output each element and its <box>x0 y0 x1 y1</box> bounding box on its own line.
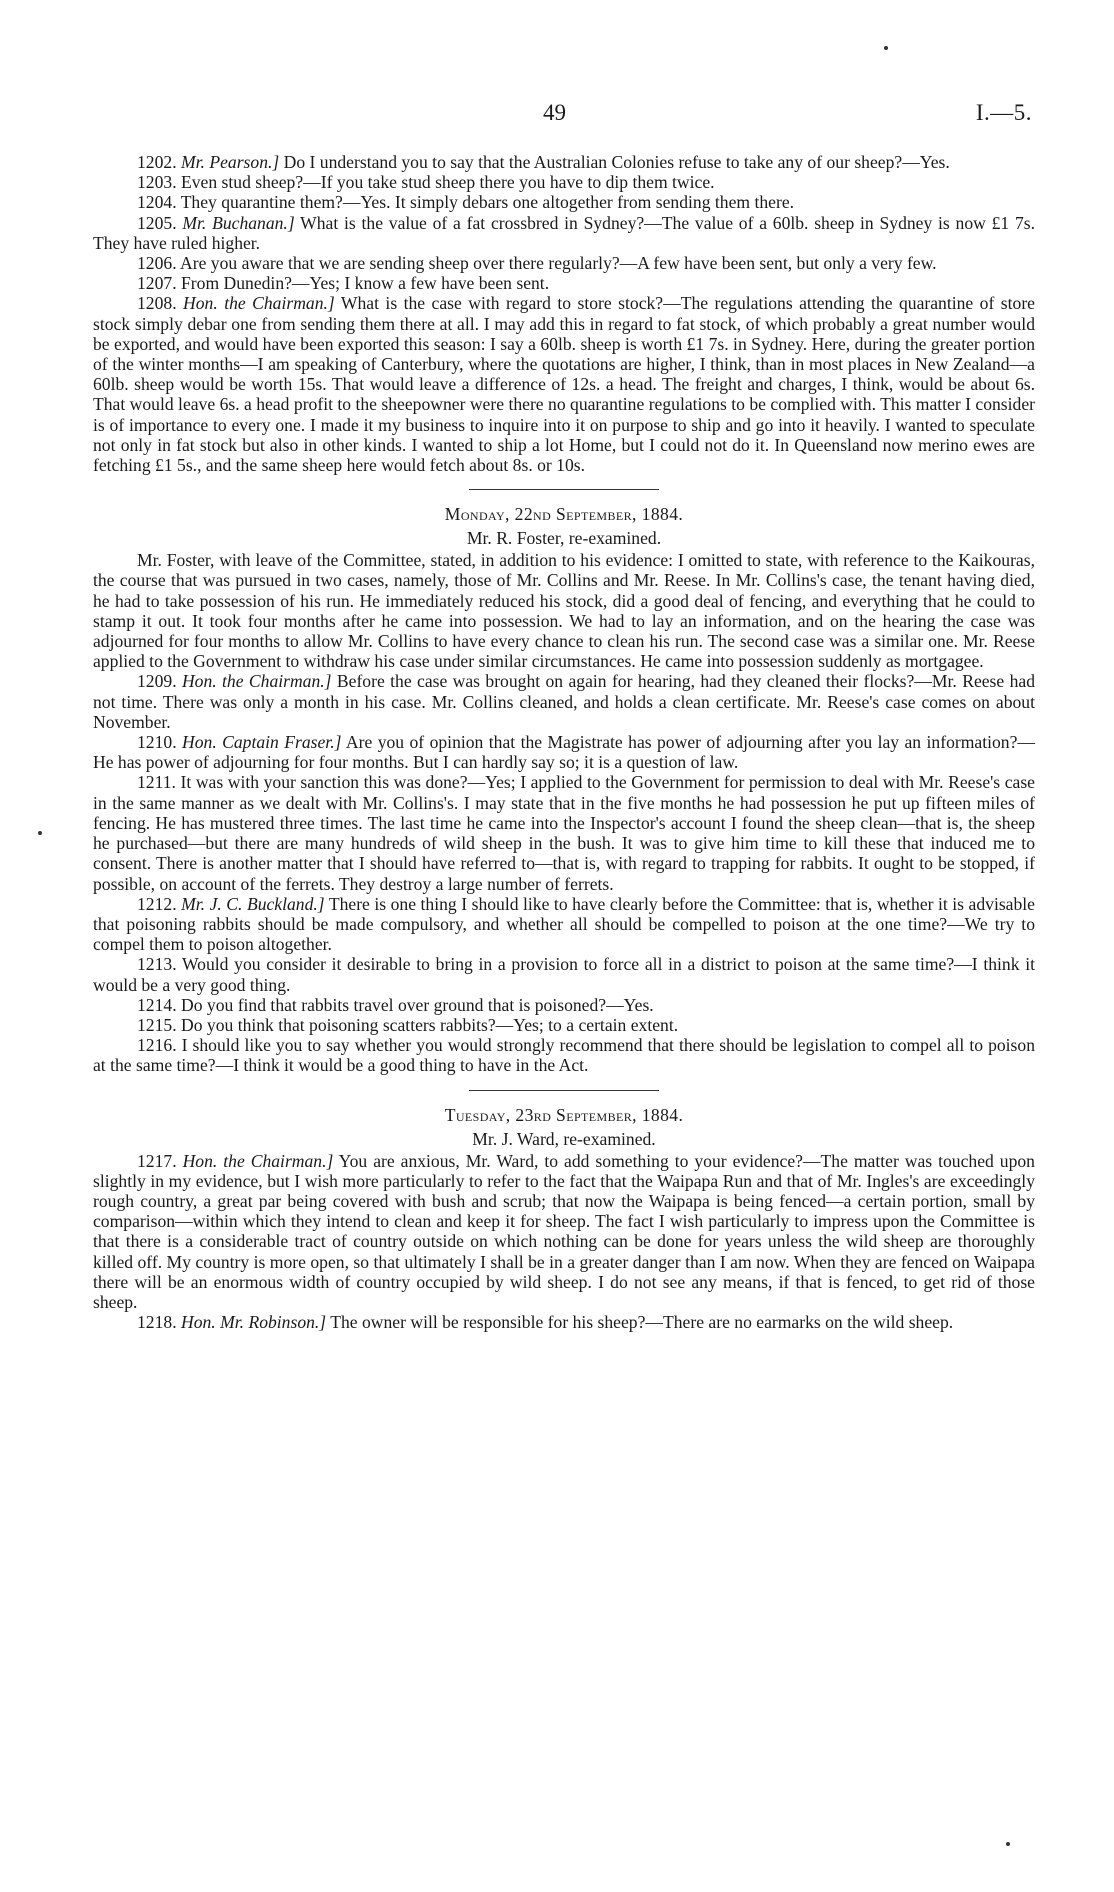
document-body <box>93 152 1035 1332</box>
question-paragraph <box>93 273 1035 293</box>
question-number: 1210. <box>137 732 177 753</box>
question-number: 1207. <box>137 273 177 294</box>
section-divider <box>469 1090 659 1091</box>
question-paragraph <box>93 152 1035 172</box>
speaker-name: Mr. Buchanan.] <box>182 212 295 233</box>
speaker-name: Hon. Mr. Robinson.] <box>181 1312 327 1333</box>
speaker-name: Hon. Captain Fraser.] <box>182 732 342 753</box>
question-text: It was with your sanction this was done?—Yes; I applied to the Government for permission to deal with Mr. Reese's case in the same manner as we dealt with Mr. Collins's. I may state that in the five months he had possession he put up fifteen miles of fencing. He has mustered three times. The last time he came into the Inspector's account I found the sheep clean—that is, the sheep he purchased—but there are many hundreds of wild sheep in the bush. It was to give him time to kill these that induced me to consent. There is another matter that I should have referred to—that is, with regard to trapping for rabbits. It ought to be stopped, if possible, on account of the ferrets. They destroy a large number of ferrets. <box>93 772 1035 894</box>
question-paragraph <box>93 671 1035 732</box>
question-number: 1217. <box>137 1150 177 1171</box>
question-paragraph <box>93 192 1035 212</box>
question-number: 1203. <box>137 172 177 193</box>
speaker-name: Mr. Pearson.] <box>181 152 280 172</box>
speaker-name: Hon. the Chairman.] <box>182 1150 334 1171</box>
evidence-block-1 <box>93 152 1035 475</box>
question-text: There is one thing I should like to have clearly before the Committee: that is, whether it is advisable that poisoning rabbits should be made compulsory, and whether all should be compelled to poison at the one time?—We try to compel them to poison altogether. <box>93 893 1035 955</box>
question-number: 1213. <box>137 954 177 975</box>
question-paragraph <box>93 253 1035 273</box>
question-number: 1216. <box>137 1035 177 1056</box>
question-number: 1214. <box>137 994 177 1015</box>
question-text: I should like you to say whether you would strongly recommend that there should be legislation to compel all to poison at the same time?—I think it would be a good thing to have in the Act. <box>93 1035 1035 1076</box>
question-text: Do you think that poisoning scatters rabbits?—Yes; to a certain extent. <box>181 1014 679 1035</box>
witness-heading: Mr. R. Foster, re-examined. <box>466 528 662 549</box>
question-number: 1202. <box>137 152 177 172</box>
session-date-heading: Tuesday, 23rd September, 1884. <box>444 1104 684 1125</box>
question-paragraph <box>93 732 1035 772</box>
question-number: 1208. <box>137 293 177 314</box>
question-text: Do I understand you to say that the Australian Colonies refuse to take any of our sheep?—Yes. <box>279 152 950 172</box>
question-paragraph <box>93 213 1035 253</box>
question-paragraph <box>93 772 1035 893</box>
question-number: 1206. <box>137 253 177 274</box>
section-divider <box>469 489 659 490</box>
question-number: 1211. <box>137 772 176 793</box>
question-text: From Dunedin?—Yes; I know a few have been sent. <box>181 273 550 294</box>
witness-heading: Mr. J. Ward, re-examined. <box>472 1128 656 1149</box>
print-speck <box>38 831 42 835</box>
page-header <box>0 100 1114 132</box>
question-text: Do you find that rabbits travel over ground that is poisoned?—Yes. <box>181 994 654 1015</box>
question-text: Even stud sheep?—If you take stud sheep there you have to dip them twice. <box>181 172 715 193</box>
question-text: Are you aware that we are sending sheep over there regularly?—A few have been sent, but only a very few. <box>180 253 937 274</box>
question-text: The owner will be responsible for his sheep?—There are no earmarks on the wild sheep. <box>326 1312 954 1333</box>
question-number: 1212. <box>137 893 177 914</box>
question-text: They quarantine them?—Yes. It simply debars one altogether from sending them there. <box>180 192 795 213</box>
question-text: Are you of opinion that the Magistrate has power of adjourning after you lay an information?—He has power of adjourning for four months. But I can hardly say so; it is a question of law. <box>93 732 1035 773</box>
question-text: What is the case with regard to store stock?—The regulations attending the quarantine of store stock simply debar one from sending them there at all. I may add this in regard to fat stock, of which probably a great number would be exported, and would have been exported this season: I say a 60lb. sheep is worth £1 7s. in Sydney. Here, during the greater portion of the winter months—I am speaking of Canterbury, where the quotations are higher, I think, than in most places in New Zealand—a 60lb. sheep would be worth 15s. That would leave a difference of 12s. a head. The freight and charges, I think, would be about 6s. That would leave 6s. a head profit to the sheepowner were there no quarantine regulations to be complied with. This matter I consider is of importance to every one. I made it my business to inquire into it on purpose to ship and go into it heavily. I wanted to speculate not only in fat stock but also in other kinds. I wanted to ship a lot Home, but I could not do it. In Queensland now merino ewes are fetching £1 5s., and the same sheep here would fetch about 8s. or 10s. <box>93 293 1035 476</box>
section-tuesday <box>93 1103 1035 1333</box>
section-monday <box>93 502 1035 1075</box>
question-text: What is the value of a fat crossbred in Sydney?—The value of a 60lb. sheep in Sydney is now £1 7s. They have ruled higher. <box>93 212 1036 253</box>
question-number: 1205. <box>137 212 177 233</box>
question-number: 1204. <box>137 192 177 213</box>
question-paragraph <box>93 1312 1035 1332</box>
speaker-name: Mr. J. C. Buckland.] <box>181 893 325 914</box>
page-number: 49 <box>543 100 566 125</box>
question-paragraph <box>93 1015 1035 1035</box>
question-text: You are anxious, Mr. Ward, to add something to your evidence?—The matter was touched upon slightly in my evidence, but I wish more particularly to refer to the fact that the Waipapa Run and that of Mr. Ingles's are exceedingly rough country, a great par being covered with bush and scrub; that now the Waipapa is being fenced—a certain portion, small by comparison—within which they intend to clean and keep it for sheep. The fact I wish particularly to impress upon the Committee is that there is a considerable tract of country outside on which nothing can be done for years unless the wild sheep are thoroughly killed off. My country is more open, so that ultimately I shall be in a greater danger than I am now. When they are fenced on Waipapa there will be an enormous width of country occupied by wild sheep. I do not see any means, if that is fenced, to get rid of those sheep. <box>93 1150 1035 1312</box>
question-text: Before the case was brought on again for hearing, had they cleaned their flocks?—Mr. Reese had not time. There was only a month in his case. Mr. Collins cleaned, and holds a clean certificate. Mr. Reese's case comes on about November. <box>93 671 1035 732</box>
question-paragraph <box>93 1035 1035 1075</box>
question-text: Would you consider it desirable to bring in a provision to force all in a district to poison at the same time?—I think it would be a very good thing. <box>93 954 1035 995</box>
print-speck <box>1006 1842 1010 1846</box>
statement-text: Mr. Foster, with leave of the Committee, stated, in addition to his evidence: I omitted to state, with reference to the Kaikouras, the course that was pursued in two cases, namely, those of Mr. Collins and Mr. Reese. In Mr. Collins's case, the tenant having died, he had to take possession of his run. He immediately reduced his stock, did a good deal of fencing, and everything that he could to stamp it out. It took four months after he came into possession. We had to lay an information, and on the hearing the case was adjourned for four months to allow Mr. Collins to have every chance to clean his run. The second case was a similar one. Mr. Reese applied to the Government to withdraw his case under similar circumstances. He came into possession suddenly as mortgagee. <box>93 550 1035 672</box>
question-paragraph <box>93 894 1035 955</box>
question-number: 1215. <box>137 1014 177 1035</box>
question-paragraph <box>93 172 1035 192</box>
question-number: 1218. <box>137 1312 177 1333</box>
question-paragraph <box>93 1151 1035 1313</box>
statement-paragraph <box>93 550 1035 671</box>
session-date-heading: Monday, 22nd September, 1884. <box>444 504 684 525</box>
question-number: 1209. <box>137 671 177 692</box>
speaker-name: Hon. the Chairman.] <box>183 293 335 314</box>
question-paragraph <box>93 995 1035 1015</box>
print-speck <box>884 46 888 50</box>
question-paragraph <box>93 293 1035 475</box>
document-reference: I.—5. <box>975 100 1032 125</box>
question-paragraph <box>93 954 1035 994</box>
speaker-name: Hon. the Chairman.] <box>181 671 332 692</box>
